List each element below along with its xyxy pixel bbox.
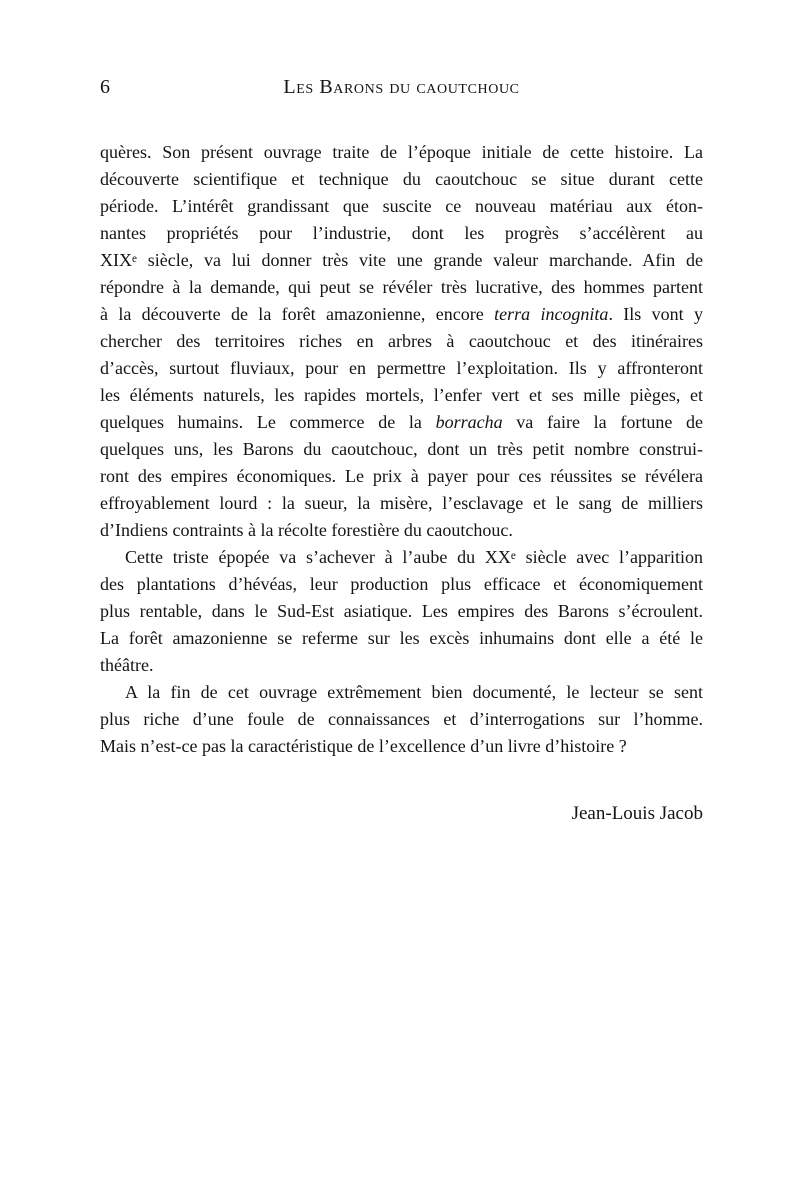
text-run: effroyablement lourd : la sueur, la misère, l’esclavage et le sang de milliers [100, 493, 703, 513]
text-line [100, 652, 703, 679]
text-run: . Ils vont y [608, 304, 703, 324]
superscript-run: e [510, 549, 516, 562]
text-run: période. L’intérêt grandissant que suscite ce nouveau matériau aux éton- [100, 196, 703, 216]
text-line [100, 598, 703, 625]
text-line [100, 382, 703, 409]
text-line [100, 517, 703, 544]
text-run: nantes propriétés pour l’industrie, dont les progrès s’accélèrent au [100, 223, 703, 243]
body-text [100, 139, 703, 760]
text-line [100, 544, 703, 571]
text-run: plus riche d’une foule de connaissances et d’interrogations sur l’homme. [100, 709, 703, 729]
text-line [100, 463, 703, 490]
text-run: chercher des territoires riches en arbres à caoutchouc et des itinéraires [100, 331, 703, 351]
text-line [100, 436, 703, 463]
text-line [100, 193, 703, 220]
text-line [100, 166, 703, 193]
text-run: d’accès, surtout fluviaux, pour en permettre l’exploitation. Ils y affronteront [100, 358, 703, 378]
text-run: ront des empires économiques. Le prix à payer pour ces réussites se révélera [100, 466, 703, 486]
superscript-run: e [132, 252, 137, 265]
text-line [100, 139, 703, 166]
text-run: des plantations d’hévéas, leur production plus efficace et économiquement [100, 574, 703, 594]
text-line [100, 247, 703, 274]
text-run: théâtre. [100, 655, 154, 675]
italic-run: borracha [435, 412, 503, 432]
text-run: XIX [100, 250, 132, 270]
page-number: 6 [100, 76, 110, 98]
text-run: quelques humains. Le commerce de la [100, 412, 436, 432]
running-title: Les Barons du caoutchouc [283, 76, 520, 98]
page-header [100, 76, 703, 100]
text-run: découverte scientifique et technique du caoutchouc se situe durant cette [100, 169, 703, 189]
text-run: répondre à la demande, qui peut se révéler très lucrative, des hommes partent [100, 277, 703, 297]
text-line [100, 571, 703, 598]
text-run: quères. Son présent ouvrage traite de l’époque initiale de cette histoire. La [100, 142, 703, 162]
text-line [100, 706, 703, 733]
text-line [100, 274, 703, 301]
text-line [100, 328, 703, 355]
text-run: La forêt amazonienne se referme sur les excès inhumains dont elle a été le [100, 628, 703, 648]
text-line [100, 301, 703, 328]
text-run: d’Indiens contraints à la récolte forestière du caoutchouc. [100, 520, 513, 540]
text-line [100, 220, 703, 247]
text-line [100, 490, 703, 517]
text-run: les éléments naturels, les rapides mortels, l’enfer vert et ses mille pièges, et [100, 385, 703, 405]
text-run: à la découverte de la forêt amazonienne, encore [100, 304, 495, 324]
italic-run: terra incognita [494, 304, 609, 324]
text-run: va faire la fortune de [502, 412, 703, 432]
text-line [100, 355, 703, 382]
text-run: Cette triste épopée va s’achever à l’aube du XX [125, 547, 511, 567]
signature: Jean-Louis Jacob [571, 803, 703, 824]
text-run: A la fin de cet ouvrage extrêmement bien documenté, le lecteur se sent [125, 682, 703, 702]
text-line [100, 679, 703, 706]
text-line [100, 625, 703, 652]
text-run: siècle, va lui donner très vite une grande valeur marchande. Afin de [136, 250, 703, 270]
text-line [100, 409, 703, 436]
text-line [100, 733, 703, 760]
text-run: plus rentable, dans le Sud-Est asiatique. Les empires des Barons s’écroulent. [100, 601, 703, 621]
text-run: quelques uns, les Barons du caoutchouc, dont un très petit nombre construi- [100, 439, 703, 459]
text-run: siècle avec l’apparition [515, 547, 703, 567]
text-run: Mais n’est-ce pas la caractéristique de l’excellence d’un livre d’histoire ? [100, 736, 627, 756]
